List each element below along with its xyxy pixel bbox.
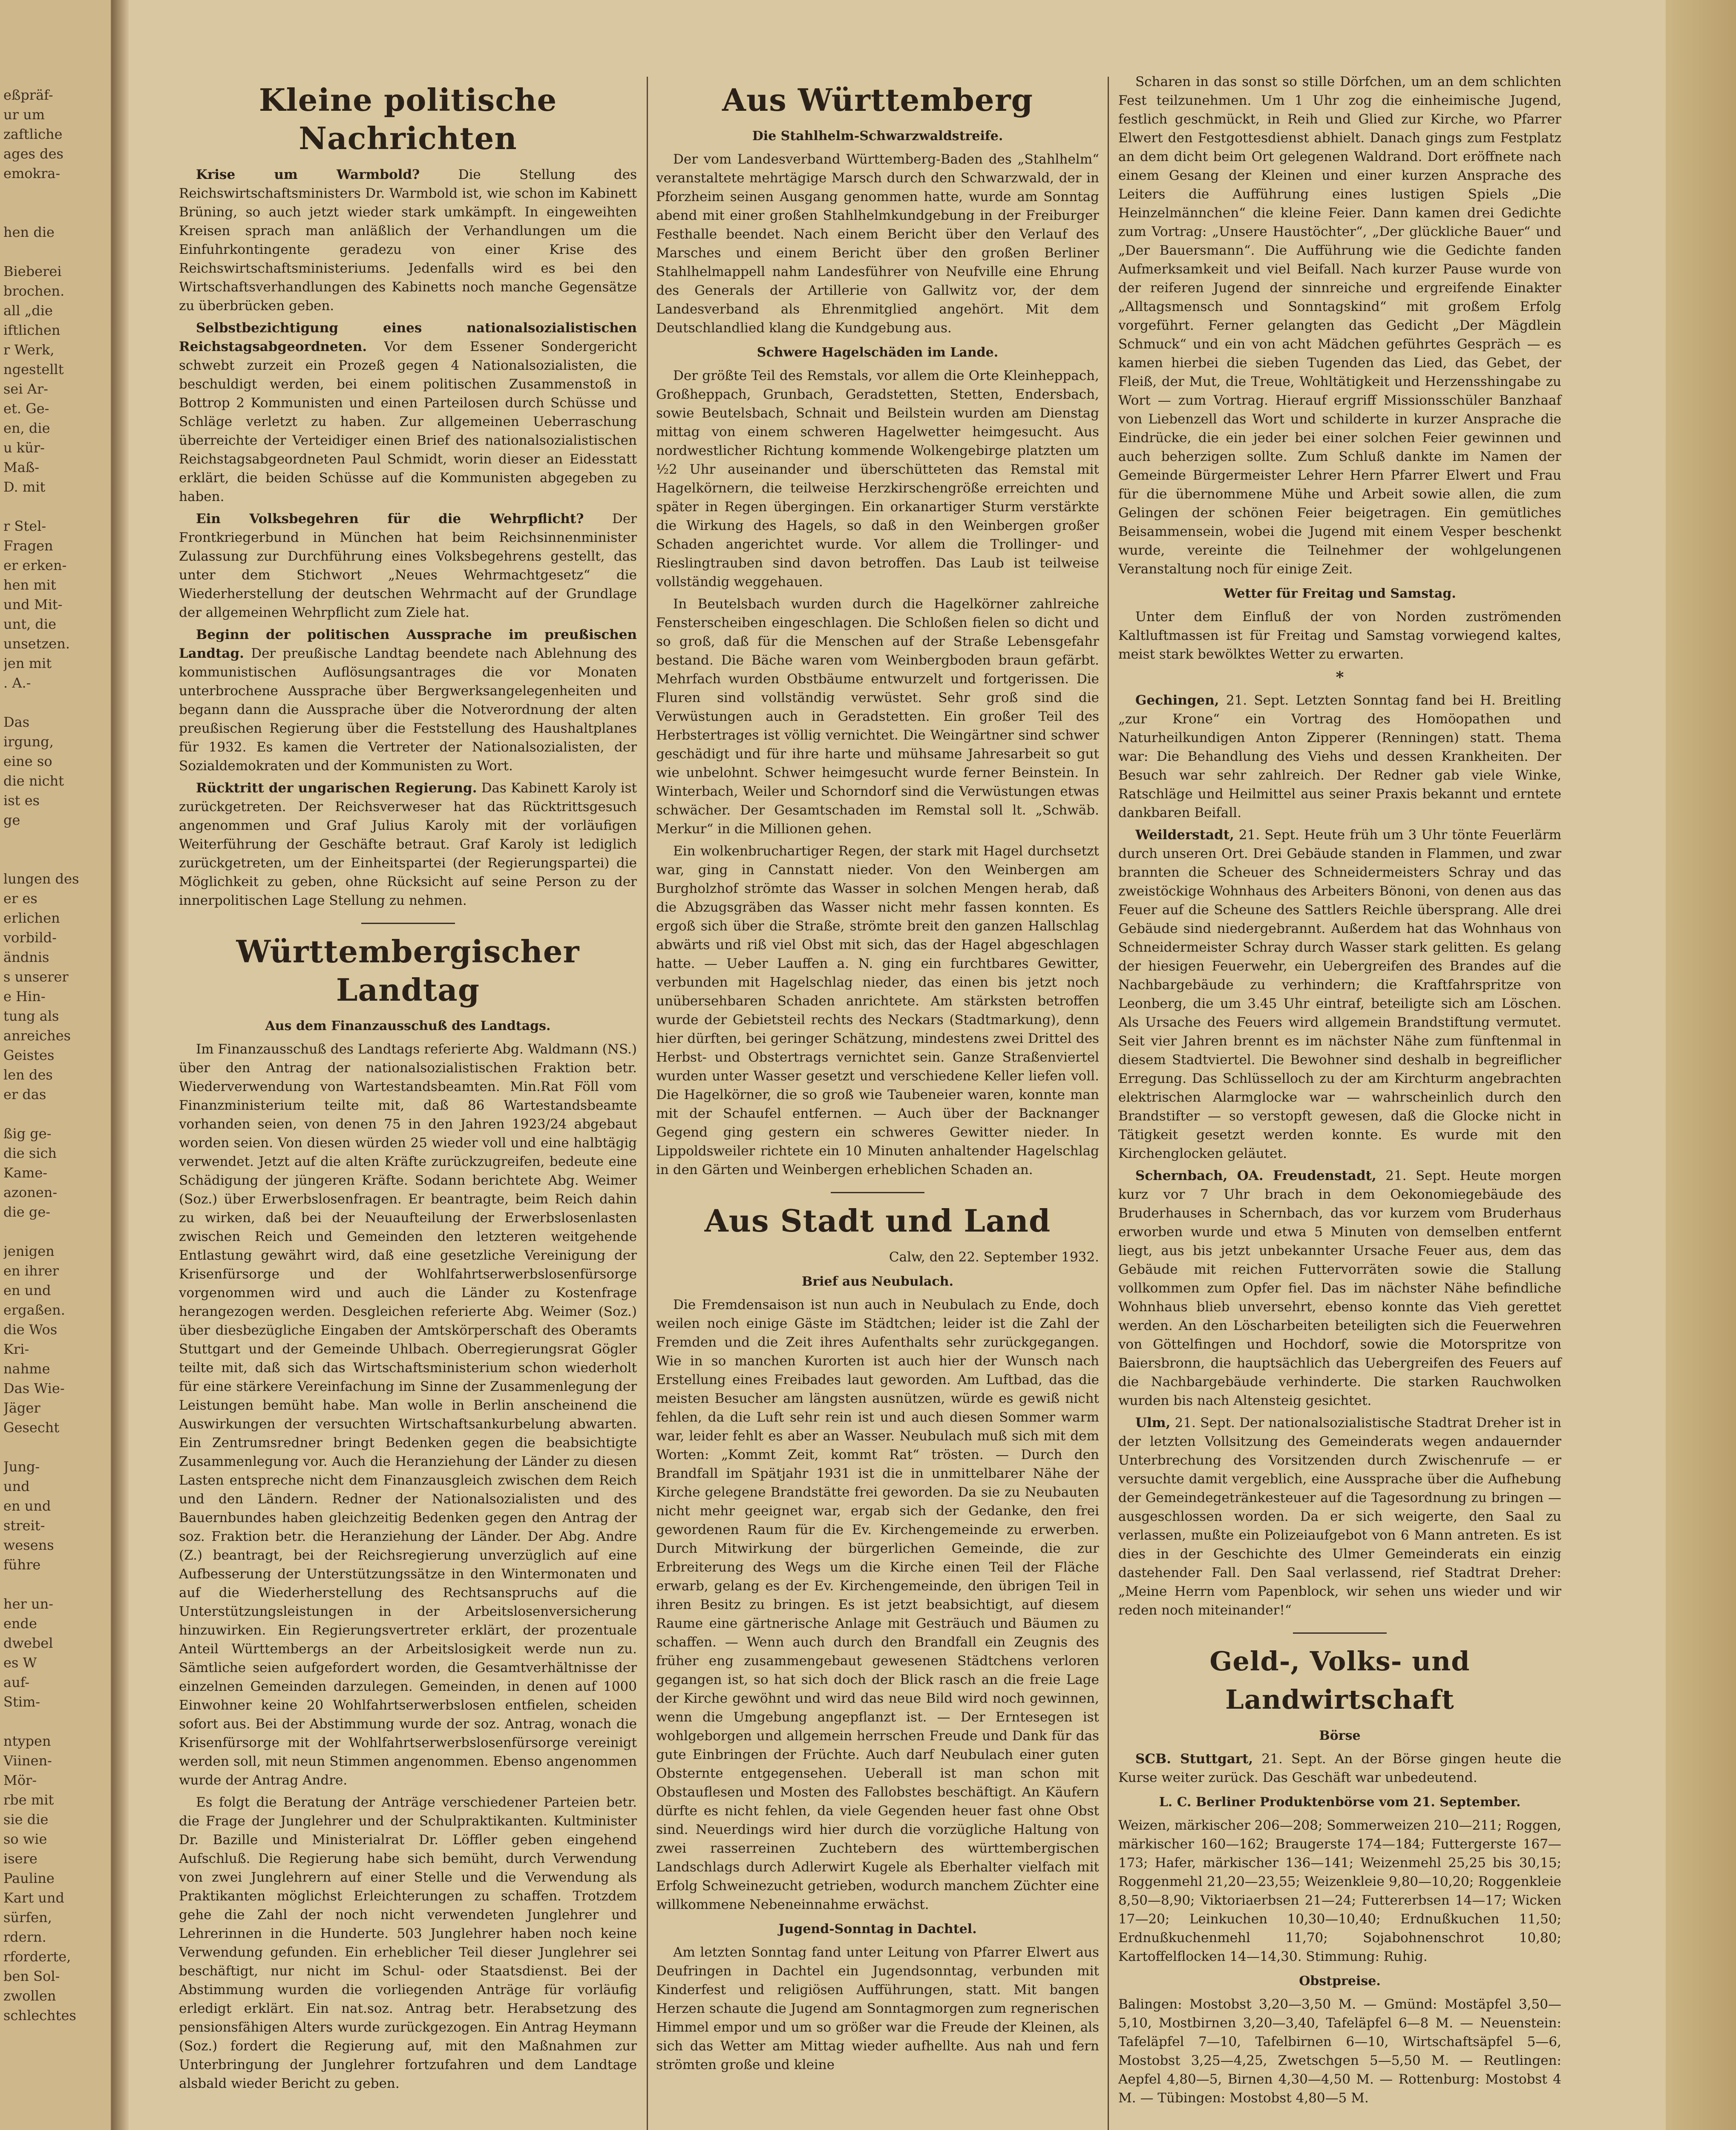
- gutter-line: Fragen: [3, 538, 53, 554]
- obstpreise-text: Balingen: Mostobst 3,20—3,50 M. — Gmünd: Mostäpfel 3,50—5,10, Mostbirnen 3,20—3,40, Tafeläpfel 6—8 M. — Neuenstein: Tafeläpfel 7—10, Tafelbirnen 6—10, Wirtschaftsäpfel 5—6, Mostobst 3,25—4,25, Zwetschgen 5—5,50 M. — Reutlingen: Aepfel 4,80—5, Birnen 4,30—4,50 M. — Rottenburg: Mostobst 4 M. — Tübingen: Mostobst 4,80—5 M.: [1118, 1997, 1561, 2106]
- weather-text: Unter dem Einfluß der von Norden zuströmenden Kaltluftmassen ist für Freitag und Samstag vorwiegend kaltes, meist stark bewölktes Wetter zu erwarten.: [1118, 609, 1561, 662]
- gutter-line: her un-: [3, 1596, 54, 1612]
- gutter-line: die Wos: [3, 1321, 58, 1338]
- gutter-line: erlichen: [3, 910, 60, 926]
- article-body: 21. Sept. Letzten Sonntag fand bei H. Breitling „zur Krone“ ein Vortrag des Homöopathen und Naturheilkundigen Anton Zipperer (Renningen) statt. Thema war: Die Behandlung des Viehs und dessen Krankheiten. Der Besuch war sehr zahlreich. Der Redner gab viele Winke, Ratschläge und Heilmittel aus seiner Praxis bekannt und erntete dankbaren Beifall.: [1118, 693, 1561, 820]
- article-paragraph: [1118, 826, 1561, 1163]
- subheading-brief-neubulach: Brief aus Neubulach.: [801, 1274, 954, 1289]
- gutter-line: unt, die: [3, 616, 57, 632]
- article-paragraph: [179, 779, 637, 910]
- article-paragraph: [179, 319, 637, 506]
- gutter-line: sie die: [3, 1811, 49, 1828]
- dateline: Calw, den 22. September 1932.: [889, 1249, 1099, 1265]
- gutter-line: Jung-: [3, 1459, 40, 1475]
- gutter-line: Jäger: [3, 1400, 40, 1416]
- produktenboerse-text: Weizen, märkischer 206—208; Sommerweizen 210—211; Roggen, märkischer 160—162; Braugerste 174—184; Futtergerste 167—173; Hafer, märkischer 136—141; Weizenmehl 25,25 bis 30,15; Roggenmehl 21,20—23,55; Weizenkleie 9,80—10,20; Roggenkleie 8,50—8,90; Viktoriaerbsen 21—24; Futtererbsen 14—17; Wicken 17—20; Leinkuchen 10,30—10,40; Erdnußkuchen 11,50; Erdnußkuchenmehl 11,70; Sojabohnenschrot 10,80; Kartoffelflocken 14—14,30. Stimmung: Ruhig.: [1118, 1818, 1561, 1964]
- gutter-line: er das: [3, 1086, 46, 1102]
- gutter-line: tung als: [3, 1008, 59, 1024]
- gutter-line: Bieberei: [3, 263, 62, 279]
- gutter-line: ge: [3, 812, 20, 828]
- gutter-line: zaftliche: [3, 126, 63, 142]
- heading-kleine-politische-nachrichten: Kleine politische Nachrichten: [259, 82, 557, 156]
- gutter-line: ages des: [3, 146, 63, 162]
- gutter-line: und: [3, 1478, 30, 1494]
- article-lead: Weilderstadt,: [1135, 827, 1234, 843]
- article-lead: Ein Volksbegehren für die Wehrpflicht?: [196, 511, 584, 527]
- gutter-line: [3, 693, 106, 712]
- subheading-wetter: Wetter für Freitag und Samstag.: [1224, 586, 1456, 601]
- section-divider: [361, 923, 455, 924]
- gutter-line: [3, 242, 106, 262]
- article-paragraph: Es folgt die Beratung der Anträge verschiedener Parteien betr. die Frage der Junglehrer und der Schulpraktikanten. Kultminister Dr. Bazille und Ministerialrat Dr. Löffler geben eingehend Aufschluß. Die Regierung habe sich bemüht, durch Verwendung von zwei Junglehrern auf einer Stelle und die Verwendung als Praktikanten möglichst Erleichterungen zu schaffen. Trotzdem gehe die Zahl der noch nicht verwendeten Junglehrer und Lehrerinnen in die Hunderte. 503 Junglehrer haben noch keine Verwendung gefunden. Ein erheblicher Teil dieser Junglehrer sei beschäftigt, nur nicht im Schul- oder Staatsdienst. Bei der Abstimmung wurden die vorliegenden Anträge für vorläufig erledigt erklärt. Ein nat.soz. Antrag betr. Herabsetzung des pensionsfähigen Alters wurde zurückgezogen. Ein Antrag Heymann (Soz.) fordert die Regierung auf, mit den Maßnahmen zur Unterbringung der Junglehrer fortzufahren und dem Landtage alsbald wieder Bericht zu geben.: [179, 1795, 637, 2091]
- gutter-line: ntypen: [3, 1733, 51, 1749]
- gutter-line: [3, 830, 106, 849]
- article-paragraph: Am letzten Sonntag fand unter Leitung von Pfarrer Elwert aus Deufringen in Dachtel ein Jugendsonntag, verbunden mit Kinderfest und religiösen Aufführungen, statt. Mit bangen Herzen schaute die Jugend am Sonntagmorgen zum regnerischen Himmel empor und um so größer war die Freude der Kleinen, als sich das Wetter am Mittag wieder aufhellte. Aus nah und fern strömten große und kleine: [656, 1945, 1099, 2072]
- heading-aus-wuerttemberg: Aus Württemberg: [722, 82, 1033, 118]
- gutter-line: eine so: [3, 753, 52, 769]
- gutter-line: jenigen: [3, 1243, 55, 1259]
- gutter-line: lungen des: [3, 871, 79, 887]
- left-gutter-text: [3, 85, 106, 2130]
- gutter-line: er es: [3, 890, 37, 907]
- gutter-line: en und: [3, 1498, 51, 1514]
- gutter-line: isere: [3, 1851, 37, 1867]
- subheading-jugend-sonntag: Jugend-Sonntag in Dachtel.: [778, 1922, 977, 1937]
- heading-wuerttembergischer-landtag: Württembergischer Landtag: [236, 933, 580, 1008]
- gutter-line: Gesecht: [3, 1419, 60, 1436]
- gutter-line: Pauline: [3, 1870, 55, 1886]
- article-body: 21. Sept. Heute morgen kurz vor 7 Uhr brach in dem Oekonomiegebäude des Bruderhauses in Schernbach, das vor kurzem vom Bruderhaus erworben wurde und etwa 5 Minuten von demselben entfernt liegt, aus bis jetzt unbekannter Ursache Feuer aus, dem das Gebäude mit reichen Futtervorräten sowie die Stallung vollkommen zum Opfer fiel. Das im nächster Nähe befindliche Wohnhaus blieb unversehrt, ebenso konnte das Vieh gerettet werden. An den Löscharbeiten beteiligten sich die Feuerwehren von Göttelfingen und Hochdorf, sowie die Motorspritze von Baiersbronn, die hauptsächlich das Uebergreifen des Feuers auf die Nachbargebäude verhinderte. Die starken Rauchwolken wurden bis nach Altensteig gesichtet.: [1118, 1168, 1561, 1408]
- gutter-line: ende: [3, 1615, 37, 1632]
- column-3: [1118, 72, 1561, 2111]
- col3-dachtel-continuation: [1118, 72, 1561, 579]
- gutter-line: er erken-: [3, 557, 67, 573]
- gutter-line: Stim-: [3, 1694, 40, 1710]
- article-paragraph: [1118, 1750, 1561, 1787]
- gutter-line: [3, 849, 106, 869]
- gutter-line: Mör-: [3, 1772, 37, 1788]
- gutter-line: [3, 1437, 106, 1457]
- gutter-line: rdern.: [3, 1929, 46, 1945]
- gutter-line: brochen.: [3, 283, 65, 299]
- article-paragraph: Der vom Landesverband Württemberg-Baden des „Stahlhelm“ veranstaltete mehrtägige Marsch durch den Schwarzwald, der in Pforzheim seinen Ausgang genommen hatte, wurde am Sonntag abend mit einer großen Stahlhelmkundgebung in der Freiburger Festhalle beendet. Nach einem Bericht über den Verlauf des Marsches und einem Bericht über den großen Berliner Stahlhelmappell nahm Landesführer von Neufville eine Ehrung des Generals der Artillerie von Gallwitz vor, der dem Landesverband als Ehrenmitglied angehört. Mit dem Deutschlandlied klang die Kundgebung aus.: [656, 152, 1099, 336]
- gutter-line: emokra-: [3, 165, 60, 181]
- gutter-line: führe: [3, 1557, 41, 1573]
- gutter-line: Viinen-: [3, 1753, 52, 1769]
- col2-neubulach-text: [656, 1295, 1099, 1914]
- gutter-line: ben Sol-: [3, 1968, 60, 1984]
- gutter-line: len des: [3, 1067, 53, 1083]
- gutter-line: rforderte,: [3, 1949, 71, 1965]
- gutter-line: s unserer: [3, 969, 69, 985]
- gutter-line: hen die: [3, 224, 55, 240]
- gutter-line: dwebel: [3, 1635, 53, 1651]
- article-lead: Beginn der politischen Aussprache im preußischen Landtag.: [179, 627, 637, 661]
- gutter-line: et. Ge-: [3, 400, 49, 417]
- column-1: [179, 72, 637, 2096]
- gutter-line: e Hin-: [3, 988, 46, 1005]
- gutter-line: ändnis: [3, 949, 49, 965]
- article-body: 21. Sept. Heute früh um 3 Uhr tönte Feuerlärm durch unseren Ort. Drei Gebäude standen in Flammen, und zwar brannten die Scheuer des Schneidermeisters Schray und das zweistöckige Wohnhaus des Arbeiters Bönoni, von denen aus das Feuer auf die Scheune des Sattlers Reichle übersprang. Alle drei Gebäude sind niedergebrannt. Außerdem hat das Wohnhaus von Schneidermeister Schray durch Wasser stark gelitten. Es gelang der hiesigen Feuerwehr, ein Uebergreifen des Brandes auf die Nachbargebäude zu verhindern; die Kraftfahrspritze von Leonberg, die um 3.45 Uhr eintraf, beteiligte sich am Löschen. Als Ursache des Feuers wird allgemein Brandstiftung vermutet. Seit vier Jahren brennt es im nächster Nähe zum fünftenmal in diesem Stadtviertel. Die Bewohner sind deshalb in begreiflicher Erregung. Das Schlüsselloch zu der am Kirchturm angebrachten elektrischen Alarmglocke war — wahrscheinlich durch den Brandstifter — so verstopft gewesen, daß die Glocke nicht in Tätigkeit gesetzt werden konnte. Es wurde mit den Kirchenglocken geläutet.: [1118, 827, 1561, 1161]
- article-paragraph: Scharen in das sonst so stille Dörfchen, um an dem schlichten Fest teilzunehmen. Um 1 Uhr zog die einheimische Jugend, festlich geschmückt, in Reih und Glied zur Kirche, wo Pfarrer Elwert den Festgottesdienst abhielt. Danach gings zum Festplatz an dem dicht beim Ort gelegenen Waldrand. Dort eröffnete nach einem Gesang der Kleinen und einer kurzen Ansprache des Leiters die Aufführung eines lustigen Spiels „Die Heinzelmännchen“ die kleine Feier. Dann kamen drei Gedichte zum Vortrag: „Unsere Haustöchter“, „Der glückliche Bauer“ und „Der Bauersmann“. Die Aufführung wie die Gedichte fanden Aufmerksamkeit und viel Beifall. Nach kurzer Pause wurde von der reiferen Jugend der sinnreiche und ergreifende Einakter „Alltagsmensch und Sonntagskind“ mit großem Erfolg vorgeführt. Ferner gelangten das Gedicht „Der Mägdlein Schmuck“ und ein von acht Mädchen geführtes Gespräch — es kamen hierbei die sieben Tugenden das Lied, das Gebet, der Fleiß, der Mut, die Treue, Wohltätigkeit und Herzensshingabe zu Wort — zum Vortrag. Hierauf ergriff Missionsschüler Banzhaaf von Liebenzell das Wort und schilderte in kurzer Ansprache die Eindrücke, die ein jeder bei einer solchen Feier gewinnen und auch beherzigen sollte. Zum Schluß dankte im Namen der Gemeinde Bürgermeister Lehrer Hern Pfarrer Elwert und Frau für die übernommene Mühe und Arbeit sowie allen, die zum Gelingen der schönen Feier beigetragen. Ein gemütliches Beisammensein, wobei die Jugend mit einem Vesper beschenkt wurde, vereinte die Teilnehmer der wohlgelungenen Veranstaltung noch für einige Zeit.: [1118, 74, 1561, 577]
- column-rule-2: [1108, 77, 1109, 2130]
- gutter-line: [3, 1104, 106, 1124]
- gutter-line: [3, 1222, 106, 1241]
- gutter-line: en ihrer: [3, 1263, 59, 1279]
- gutter-line: auf-: [3, 1674, 30, 1690]
- gutter-line: [3, 183, 106, 203]
- gutter-line: unsetzen.: [3, 636, 70, 652]
- article-paragraph: In Beutelsbach wurden durch die Hagelkörner zahlreiche Fensterscheiben eingeschlagen. Die Schloßen fielen so dicht und so groß, daß für die Menschen auf der Straße Lebensgefahr bestand. Die Bäche waren vom Weinbergboden braun gefärbt. Mehrfach wurden Obstbäume entwurzelt und fortgerissen. Die Fluren sind vollständig verwüstet. Sehr groß sind die Verwüstungen auch in Geradstetten. Ein großer Teil des Herbstertrages ist völlig vernichtet. Die Weingärtner sind schwer geschädigt und für ihre harte und mühsame Jahresarbeit so gut wie unbelohnt. Schwer heimgesucht wurde ferner Beinstein. In Winterbach, Weiler und Schorndorf sind die Verwüstungen etwas schwächer. Der Gesamtschaden im Remstal soll lt. „Schwäb. Merkur“ in die Millionen gehen.: [656, 596, 1099, 837]
- gutter-line: eßpräf-: [3, 87, 53, 103]
- gutter-line: r Werk,: [3, 342, 55, 358]
- article-paragraph: [179, 625, 637, 775]
- gutter-line: ist es: [3, 792, 40, 809]
- gutter-line: ergaßen.: [3, 1302, 65, 1318]
- article-lead: Gechingen,: [1135, 693, 1219, 708]
- article-body: 21. Sept. An der Börse gingen heute die Kurse weiter zurück. Das Geschäft war unbedeutend.: [1118, 1751, 1561, 1785]
- heading-aus-stadt-und-land: Aus Stadt und Land: [704, 1203, 1051, 1239]
- column-rule-1: [647, 77, 648, 2130]
- right-page-edge: [1666, 0, 1736, 2130]
- gutter-line: en, die: [3, 420, 50, 436]
- col2-hagel-text: [656, 366, 1099, 1179]
- gutter-line: jen mit: [3, 655, 52, 671]
- gutter-line: schlechtes: [3, 2007, 76, 2024]
- article-paragraph: Der größte Teil des Remstals, vor allem die Orte Kleinheppach, Großheppach, Grunbach, Geradstetten, Stetten, Endersbach, sowie Beutelsbach, Schnait und Beilstein wurden am Dienstag mittag von einem schweren Hagelwetter heimgesucht. Aus nordwestlicher Richtung kommende Wolkengebirge platzten um ½2 Uhr auseinander und überschütteten das Remstal mit Hagelkörnern, die teilweise Herzkirschengröße erreichten und später in Regen übergingen. Ein orkanartiger Sturm verstärkte die Wirkung des Hagels, so daß in den Weinbergen großer Schaden angerichtet wurde. Vor allem die Trollinger- und Rieslingtrauben sind davon betroffen. Das Laub ist teilweise vollständig weggehauen.: [656, 368, 1099, 590]
- subheading-boerse: Börse: [1319, 1728, 1361, 1743]
- gutter-line: [3, 1712, 106, 1731]
- article-paragraph: [179, 509, 637, 622]
- gutter-line: die ge-: [3, 1204, 51, 1220]
- gutter-line: Kri-: [3, 1341, 29, 1357]
- gutter-line: irgung,: [3, 734, 54, 750]
- article-body: Vor dem Essener Sondergericht schwebt zurzeit ein Prozeß gegen 4 Nationalsozialisten, die beschuldigt werden, bei einem politischen Zusammenstoß in Bottrop 2 Kommunisten und einen Parteilosen durch Schüsse und Schläge verletzt zu haben. Zur allgemeinen Ueberraschung überreichte der Verteidiger einen Brief des nationalsozialistischen Reichstagsabgeordneten Paul Schmidt, worin dieser an Eidesstatt erklärt, die beiden Schüsse auf die Kommunisten abgegeben zu haben.: [179, 339, 637, 504]
- gutter-line: D. mit: [3, 479, 46, 495]
- gutter-line: nahme: [3, 1361, 50, 1377]
- article-body: Die Stellung des Reichswirtschaftsministers Dr. Warmbold ist, wie schon im Kabinett Brüning, so auch jetzt wieder stark umkämpft. In eingeweihten Kreisen sprach man anläßlich der Verhandlungen um die Einfuhrkontingente geradezu von einer Krise des Reichswirtschaftsministeriums. Jedenfalls wird es bei den Wirtschaftsverhandlungen des Kabinetts noch manche Gegensätze zu überbrücken geben.: [179, 167, 637, 314]
- subheading-produktenboerse: L. C. Berliner Produktenbörse vom 21. September.: [1159, 1795, 1521, 1810]
- col3-local-news: [1118, 691, 1561, 1620]
- article-paragraph: [1118, 1166, 1561, 1410]
- gutter-line: en und: [3, 1282, 51, 1298]
- gutter-line: die nicht: [3, 773, 64, 789]
- col1-articles: [179, 165, 637, 910]
- section-divider: [831, 1192, 924, 1193]
- gutter-line: Maß-: [3, 459, 40, 475]
- gutter-line: u kür-: [3, 440, 45, 456]
- article-paragraph: [179, 165, 637, 315]
- gutter-line: vorbild-: [3, 930, 57, 946]
- gutter-line: und Mit-: [3, 596, 63, 613]
- gutter-line: [3, 497, 106, 516]
- subheading-finanzausschuss: Aus dem Finanzausschuß des Landtags.: [265, 1019, 551, 1033]
- article-lead: Schernbach, OA. Freudenstadt,: [1135, 1168, 1376, 1183]
- gutter-line: anreiches: [3, 1028, 71, 1044]
- gutter-line: hen mit: [3, 577, 56, 593]
- article-paragraph: Ein wolkenbruchartiger Regen, der stark mit Hagel durchsetzt war, ging in Cannstatt nieder. Von den Weinbergen am Burgholzhof strömte das Wasser in solchen Mengen herab, daß die Abzugsgräben das Wasser nicht mehr fassen konnten. Es ergoß sich über die Straße, strömte breit den ganzen Hallschlag abwärts und riß viel Obst mit sich, das der Hagel abgeschlagen hatte. — Ueber Lauffen a. N. ging ein furchtbares Gewitter, verbunden mit Hagelschlag nieder, das einen bis jetzt noch unübersehbaren Schaden anrichtete. Am stärksten betroffen wurde der Gebietsteil rechts des Neckars (Stadtmarkung), denn hier dürften, bei geringer Schätzung, mindestens zwei Drittel des Herbst- und Obstertrags vernichtet sein. Ganze Straßenviertel wurden unter Wasser gesetzt und verschiedene Keller liefen voll. Die Hagelkörner, die so groß wie Taubeneier waren, konnte man mit der Schaufel entfernen. — Auch über der Backnanger Gegend ging gestern ein schweres Gewitter nieder. In Lippoldsweiler richtete ein 10 Minuten anhaltender Hagelschlag in den Gärten und Weinbergen erheblichen Schaden an.: [656, 843, 1099, 1177]
- gutter-line: Geistes: [3, 1047, 55, 1063]
- boerse-text: [1118, 1750, 1561, 1787]
- left-page-edge: [0, 0, 113, 2130]
- gutter-line: wesens: [3, 1537, 54, 1553]
- column-2: [656, 72, 1099, 2078]
- star-separator: *: [1336, 668, 1344, 686]
- gutter-line: iftlichen: [3, 322, 60, 338]
- col2-stahlhelm-text: [656, 150, 1099, 337]
- gutter-line: Das Wie-: [3, 1380, 65, 1396]
- article-body: Das Kabinett Karoly ist zurückgetreten. Der Reichsverweser hat das Rücktrittsgesuch angenommen und Graf Julius Karoly mit der vorläufigen Weiterführung der Geschäfte betraut. Graf Karoly ist lediglich zurückgetreten, um der Einheitspartei (der Regierungspartei) die Möglichkeit zu geben, ohne Rücksicht auf seine Person zu der innerpolitischen Lage Stellung zu nehmen.: [179, 780, 637, 908]
- gutter-line: . A.-: [3, 675, 31, 691]
- gutter-line: ßig ge-: [3, 1125, 52, 1142]
- article-lead: SCB. Stuttgart,: [1135, 1751, 1253, 1767]
- gutter-line: streit-: [3, 1517, 45, 1534]
- subheading-hagelschaeden: Schwere Hagelschäden im Lande.: [757, 345, 999, 360]
- article-paragraph: [1118, 1413, 1561, 1620]
- section-divider: [1293, 1632, 1387, 1634]
- article-paragraph: [1118, 691, 1561, 822]
- article-body: Der Frontkriegerbund in München hat beim Reichsinnenminister Zulassung zur Durchführung eines Volksbegehrens gestellt, das unter dem Stichwort „Neues Wehrmachtgesetz“ die Wiederherstellung der deutschen Wehrmacht auf der Grundlage der allgemeinen Wehrpflicht zum Ziele hat.: [179, 511, 637, 620]
- col1-landtag-articles: [179, 1040, 637, 2093]
- article-lead: Ulm,: [1135, 1415, 1171, 1431]
- gutter-line: [3, 203, 106, 222]
- article-lead: Krise um Warmbold?: [196, 167, 420, 182]
- gutter-line: ngestellt: [3, 361, 64, 377]
- heading-geld-volks-landwirtschaft: Geld-, Volks- und Landwirtschaft: [1209, 1646, 1470, 1715]
- gutter-line: Kart und: [3, 1890, 65, 1906]
- gutter-line: r Stel-: [3, 518, 46, 534]
- article-lead: Selbstbezichtigung eines nationalsozialistischen Reichstagsabgeordneten.: [179, 320, 637, 354]
- gutter-line: es W: [3, 1655, 37, 1671]
- gutter-line: sürfen,: [3, 1909, 52, 1926]
- article-paragraph: Die Fremdensaison ist nun auch in Neubulach zu Ende, doch weilen noch einige Gäste im Städtchen; leider ist die Zahl der Fremden und die Zeit ihres Aufenthalts sehr zurückgegangen. Wie in so manchen Kurorten ist auch hier der Wunsch nach Erstellung eines Freibades laut geworden. Am Luftbad, das die meisten Besucher am längsten ausnützen, würde es gewiß nicht fehlen, da die Luft sehr rein ist und auch diesen Sommer warm war, leider fehlt es aber an Wasser. Neubulach muß sich mit dem Worten: „Kommt Zeit, kommt Rat“ trösten. — Durch den Brandfall im Spätjahr 1931 ist die in unmittelbarer Nähe der Kirche gelegene Brandstätte frei geworden. Da sie zu Neubauten nicht mehr geeignet war, ergab sich der Gedanke, den frei gewordenen Raum für die Ev. Kirchengemeinde zu erwerben. Durch Mitwirkung der bürgerlichen Gemeinde, die zur Erbreiterung des Wegs um die Kirche einen Teil der Fläche erwarb, gelang es der Ev. Kirchengemeinde, den übrigen Teil in ihren Besitz zu bringen. Es ist jetzt beabsichtigt, auf diesem Raume eine gärtnerische Anlage mit Gesträuch und Bäumen zu schaffen. — Wenn auch durch den Brandfall ein Zeugnis des früher eng zusammengebaut gewesenen Städtchens verloren gegangen ist, so hat sich doch der Blick rasch an die freie Lage der Kirche gewöhnt und wird das neue Bild wird noch gewinnen, wenn die Umgebung angepflanzt ist. — Der Erntesegen ist wohlgeborgen und allgemein herrschen Freude und Dank für das gute Einbringen der Früchte. Auch darf Neubulach einer guten Obsternte entgegensehen. Ueberall ist man schon mit Obstauflesen und Mosten des Fallobstes beschäftigt. An Käufern dürfte es nicht fehlen, da viele Gegenden heuer fast ohne Obst sind. Neuerdings wird hier durch die vorzügliche Haltung von zwei rasserreinen Zuchtebern des württembergischen Landschlags durch Adlerwirt Kugele als Eberhalter vielfach mit Erfolg Schweinezucht getrieben, wodurch manchem Züchter eine willkommene Nebeneinnahme erwächst.: [656, 1297, 1099, 1912]
- gutter-line: azonen-: [3, 1184, 58, 1200]
- article-lead: Rücktritt der ungarischen Regierung.: [196, 780, 477, 796]
- gutter-line: so wie: [3, 1831, 47, 1847]
- gutter-line: Kame-: [3, 1165, 48, 1181]
- article-paragraph: Im Finanzausschuß des Landtags referierte Abg. Waldmann (NS.) über den Antrag der nationalsozialistischen Fraktion betr. Wiederverwendung von Wartestandsbeamten. Min.Rat Föll vom Finanzministerium teilte mit, daß 86 Wartestandsbeamte vorhanden seien, von denen 75 in den Jahren 1923/24 abgebaut worden seien. Von diesen würden 25 wieder voll und eine halbtägig verwendet. Jetzt auf die alten Kräfte zurückzugreifen, bedeute eine Schädigung der jüngeren Kräfte. Sodann berichtete Abg. Weimer (Soz.) über Erwerbslosenfragen. Er beantragte, beim Reich dahin zu wirken, daß bei der Neuaufteilung der Erwerbslosenlasten zwischen Reich und Gemeinden den letzteren weitgehende Entlastung gewährt wird, daß eine gesetzliche Vereinigung der Krisenfürsorge und der Wohlfahrtserwerbslosenfürsorge vorgenommen wird und auch die Länder zu Kostenfrage herangezogen werden. Desgleichen referierte Abg. Weimer (Soz.) über diesbezügliche Eingaben der Amtskörperschaft des Oberamts Stuttgart und der Gemeinde Uhlbach. Oberregierungsrat Gögler teilte mit, daß sich das Wirtschaftsministerium schon wiederholt für eine stärkere Vereinfachung im Sinne der Zusammenlegung der Leistungen bemüht habe. Man wolle in Berlin anscheinend die Auswirkungen der versuchten Wirtschaftsankurbelung abwarten. Ein Zentrumsredner bringt Bedenken gegen die beabsichtigte Zusammenlegung vor. Auch die Heranziehung der Länder zu diesen Lasten entspreche nicht dem Finanzausgleich zwischen dem Reich und den Ländern. Redner der Nationalsozialisten und des Bauernbundes haben gleichzeitig Bedenken gegen den Antrag der soz. Fraktion betr. die Heranziehung der Länder. Der Abg. Andre (Z.) beantragt, bei der Reichsregierung unverzüglich auf eine Aufbesserung der Unterstützungssätze in den Wintermonaten und auf die Wiederherstellung des Rechtsanspruchs auf die Unterstützungsleistungen in der Arbeitslosenversicherung hinzuwirken. Ein Regierungsvertreter erklärt, der prozentuale Anteil Württembergs an der Arbeitslosigkeit werde nun zu. Sämtliche seien aufgefordert worden, die Gesamtverhältnisse der einzelnen Gemeinden darzulegen. Gemeinden, in denen auf 1000 Einwohner keine 20 Wohlfahrtserwerbslosen entfielen, scheiden sofort aus. Bei der Abstimmung wurde der soz. Antrag, wonach die Krisenfürsorge mit der Wohlfahrtserwerbslosenfürsorge vereinigt werden soll, mit neun Stimmen angenommen. Ebenso angenommen wurde der Antrag Andre.: [179, 1042, 637, 1788]
- gutter-line: ur um: [3, 106, 45, 123]
- gutter-line: all „die: [3, 302, 53, 319]
- col2-dachtel-text: [656, 1943, 1099, 2074]
- subheading-stahlhelm: Die Stahlhelm-Schwarzwaldstreife.: [752, 129, 1003, 144]
- subheading-obstpreise: Obstpreise.: [1299, 1974, 1381, 1989]
- gutter-line: sei Ar-: [3, 381, 48, 397]
- gutter-line: die sich: [3, 1145, 57, 1161]
- article-body: Der preußische Landtag beendete nach Ablehnung des kommunistischen Auflösungsantrages die vor Monaten unterbrochene Aussprache über Bergwerksangelegenheiten und begann dann die Aussprache über die Notverordnung der alten preußischen Regierung über die Feststellung des Haushaltplanes für 1932. Es kamen die Vertreter der Nationalsozialisten, der Sozialdemokraten und der Kommunisten zu Wort.: [179, 646, 637, 774]
- page-crease: [112, 0, 129, 2130]
- article-body: 21. Sept. Der nationalsozialistische Stadtrat Dreher ist in der letzten Vollsitzung des Gemeinderats wegen andauernder Unterbrechung des Vorsitzenden durch Zwischenrufe — er versuchte damit vergeblich, eine Aussprache über die Aufhebung der Gemeindegetränkesteuer auf die Tagesordnung zu bringen — ausgeschlossen worden. Da er sich weigerte, den Saal zu verlassen, mußte ein Polizeiaufgebot von 6 Mann antreten. Es ist dies in der Geschichte des Ulmer Gemeinderats ein einzig dastehender Fall. Den Saal verlassend, rief Stadtrat Dreher: „Meine Herrn vom Papenblock, wir sehen uns wieder und wir reden noch miteinander!“: [1118, 1415, 1561, 1618]
- gutter-line: rbe mit: [3, 1792, 54, 1808]
- gutter-line: [3, 1574, 106, 1594]
- gutter-line: zwollen: [3, 1988, 56, 2004]
- gutter-line: Das: [3, 714, 30, 730]
